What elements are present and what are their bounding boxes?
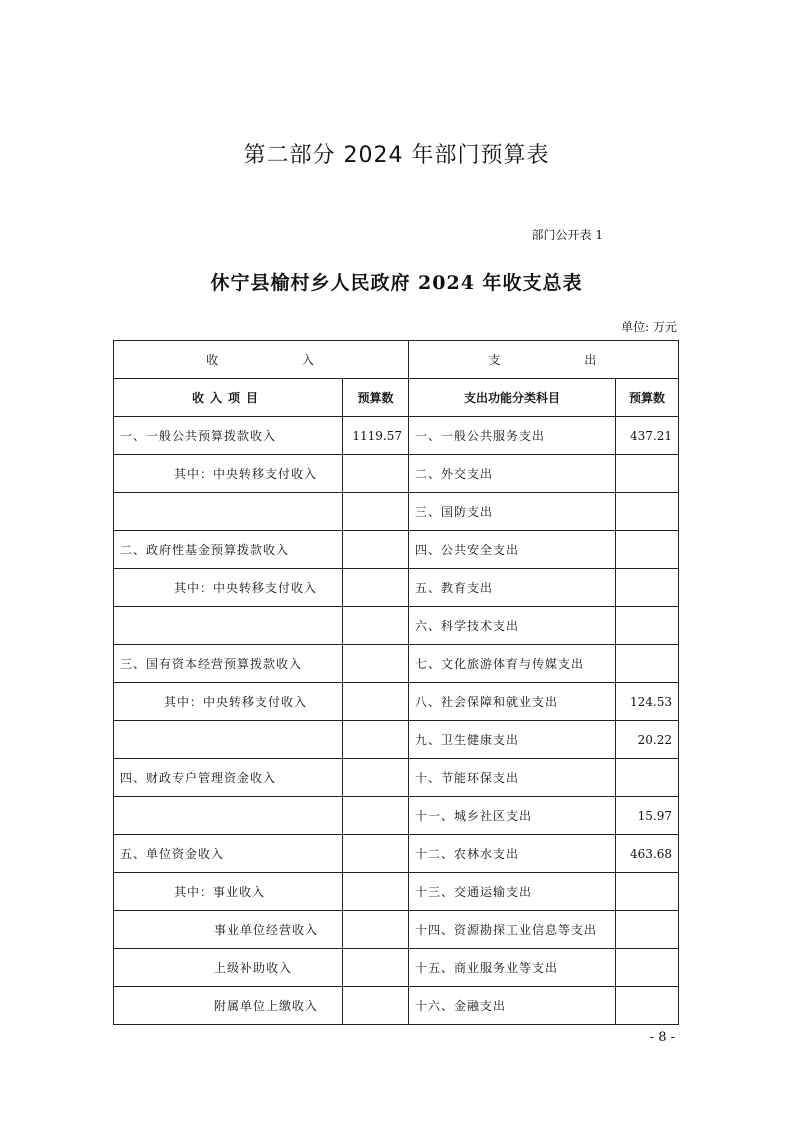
table-row	[114, 987, 679, 1025]
expense-item-header: 支出功能分类科目	[409, 379, 616, 417]
budget-table	[113, 340, 679, 1025]
table-row	[114, 417, 679, 455]
expense-item: 一、一般公共服务支出	[409, 417, 616, 455]
income-item	[114, 797, 343, 835]
expense-value: 20.22	[616, 721, 679, 759]
income-value	[343, 721, 409, 759]
expense-value	[616, 455, 679, 493]
expense-value	[616, 949, 679, 987]
income-budget-header: 预算数	[343, 379, 409, 417]
expense-item: 二、外交支出	[409, 455, 616, 493]
income-value	[343, 797, 409, 835]
income-value	[343, 683, 409, 721]
expense-item: 十五、商业服务业等支出	[409, 949, 616, 987]
expense-value	[616, 911, 679, 949]
income-item: 其中：事业收入	[114, 873, 343, 911]
table-row	[114, 531, 679, 569]
income-value	[343, 493, 409, 531]
income-item	[114, 721, 343, 759]
income-item: 其中：中央转移支付收入	[114, 569, 343, 607]
unit-label: 单位: 万元	[621, 320, 677, 334]
table-row	[114, 797, 679, 835]
expense-value	[616, 569, 679, 607]
income-item: 其中：中央转移支付收入	[114, 455, 343, 493]
income-value	[343, 569, 409, 607]
expense-item: 十六、金融支出	[409, 987, 616, 1025]
income-item	[114, 493, 343, 531]
table-row	[114, 835, 679, 873]
expense-value: 15.97	[616, 797, 679, 835]
expense-item: 十三、交通运输支出	[409, 873, 616, 911]
table-row	[114, 683, 679, 721]
expense-value	[616, 607, 679, 645]
income-value: 1119.57	[343, 417, 409, 455]
table-row	[114, 569, 679, 607]
table-row	[114, 911, 679, 949]
expense-item: 四、公共安全支出	[409, 531, 616, 569]
expense-value	[616, 987, 679, 1025]
table-subheader-row	[114, 379, 679, 417]
table-row	[114, 645, 679, 683]
income-item-header: 收入项目	[114, 379, 343, 417]
income-item: 五、单位资金收入	[114, 835, 343, 873]
table-title: 休宁县榆村乡人民政府 2024 年收支总表	[210, 272, 583, 294]
expense-value	[616, 531, 679, 569]
income-value	[343, 455, 409, 493]
income-header: 收 入	[114, 341, 409, 379]
income-item	[114, 607, 343, 645]
table-row	[114, 493, 679, 531]
page-number: - 8 -	[649, 1030, 675, 1045]
income-item: 其中：中央转移支付收入	[114, 683, 343, 721]
income-value	[343, 607, 409, 645]
expense-value	[616, 873, 679, 911]
expense-item: 七、文化旅游体育与传媒支出	[409, 645, 616, 683]
income-value	[343, 759, 409, 797]
expense-value	[616, 493, 679, 531]
table-header-row	[114, 341, 679, 379]
expense-value: 437.21	[616, 417, 679, 455]
table-row	[114, 607, 679, 645]
table-row	[114, 455, 679, 493]
income-item: 一、一般公共预算拨款收入	[114, 417, 343, 455]
expense-budget-header: 预算数	[616, 379, 679, 417]
income-value	[343, 645, 409, 683]
table-row	[114, 873, 679, 911]
income-item: 附属单位上缴收入	[114, 987, 343, 1025]
expense-item: 八、社会保障和就业支出	[409, 683, 616, 721]
expense-item: 五、教育支出	[409, 569, 616, 607]
expense-value: 124.53	[616, 683, 679, 721]
table-row	[114, 949, 679, 987]
income-item: 四、财政专户管理资金收入	[114, 759, 343, 797]
income-item: 二、政府性基金预算拨款收入	[114, 531, 343, 569]
income-value	[343, 531, 409, 569]
income-value	[343, 987, 409, 1025]
expense-item: 十、节能环保支出	[409, 759, 616, 797]
income-item: 事业单位经营收入	[114, 911, 343, 949]
expense-item: 六、科学技术支出	[409, 607, 616, 645]
expense-value: 463.68	[616, 835, 679, 873]
income-value	[343, 873, 409, 911]
income-item: 三、国有资本经营预算拨款收入	[114, 645, 343, 683]
expense-value	[616, 759, 679, 797]
table-row	[114, 759, 679, 797]
table-number: 部门公开表 1	[531, 228, 603, 242]
part-title: 第二部分 2024 年部门预算表	[243, 143, 550, 168]
income-item: 上级补助收入	[114, 949, 343, 987]
income-value	[343, 911, 409, 949]
income-value	[343, 949, 409, 987]
expense-item: 十四、资源勘探工业信息等支出	[409, 911, 616, 949]
income-value	[343, 835, 409, 873]
table-row	[114, 721, 679, 759]
expense-item: 十一、城乡社区支出	[409, 797, 616, 835]
expense-header: 支 出	[409, 341, 679, 379]
expense-item: 九、卫生健康支出	[409, 721, 616, 759]
expense-item: 十二、农林水支出	[409, 835, 616, 873]
expense-item: 三、国防支出	[409, 493, 616, 531]
expense-value	[616, 645, 679, 683]
